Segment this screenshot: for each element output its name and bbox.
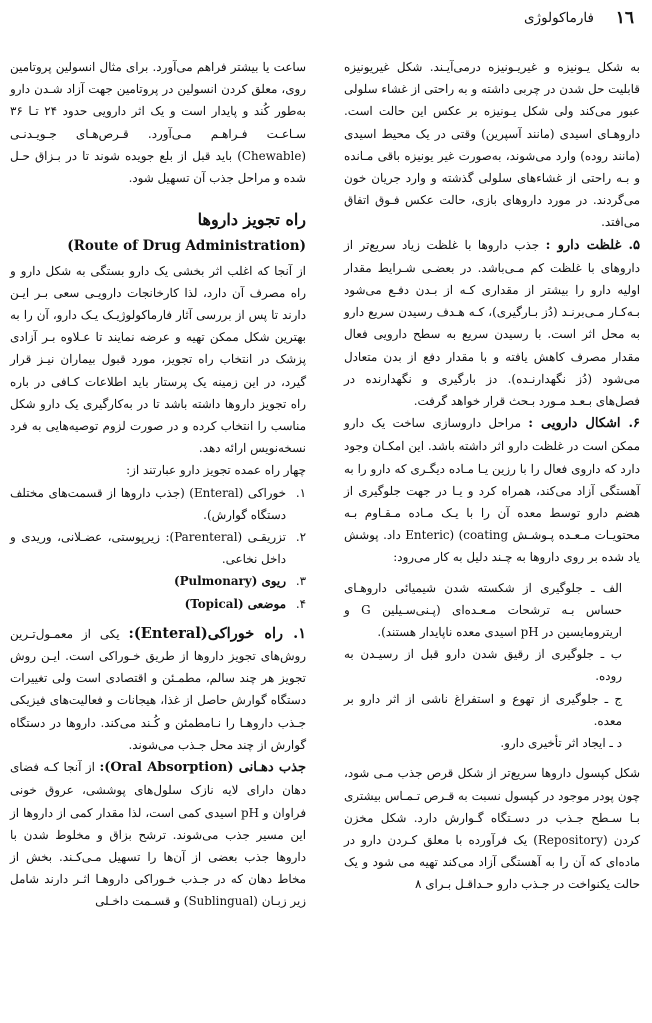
paragraph-ionization: به شکل یـونیزه و غیریـونیزه درمی‌آیـند. شکل غیریونیزه قابلیت حل شدن در چربی داشته و به راحتی از غشاء سلولی عبور می‌کند ولی شکل یـونیزه بر عکس این حالت است. داروهـای اسیدی (مانند آسپرین) وقتی در یک محیط اسیدی (مانند روده) وارد می‌شوند، به‌صورت غیر یونیزه باقی مـانده و بـه راحتی از غشاءهای سلولی گذشته و وارد جریان خون می‌گردند. در مورد داروهای بازی، حالت عکس فـوق اتفاق می‌افتد.	[344, 60, 640, 230]
paragraph-capsule: شکل کپسول داروها سریع‌تر از شکل قرص جذب مـی شود، چون پودر موجود در کپسول نسبت به قـرص تـمـاس بیشتری بـا سـطح جـذب در دسـتگاه گـوارش دارد. شکل مخزن کردن (Repository) یک فرآورده با معلق کـردن دارو در ماده‌ای که آن را به آهستگی آزاد می‌کند تهیه می شود و یک حالت یکنواخت در جـذب دارو حـداقـل بـرای ۸	[344, 766, 640, 892]
item-6-heading: ۶. اشکال دارویی :	[528, 416, 640, 432]
oral-absorption-text: از آنجا کـه فضای دهان دارای لایه نازک سلول‌های پوششی، عروق خونی فراوان و pH اسیدی کمی است، لذا مقدار کمی از داروها از این مسیر جذب می‌شوند. ترشح بزاق و مخلوط شدن با داروها جذب بعضی از آن‌ها را تسهیل مـی‌کـند. بخش‌ از مخاط دهان که در جـذب خـوراکی داروهـا اثـر دارند شامل زیر زبـان (Sublingual) و قسـمت داخـلی	[10, 760, 306, 909]
right-column	[344, 56, 640, 896]
spacer	[344, 569, 640, 577]
reason-item: الف ـ جلوگیری از شکسته شدن شیمیائی داروهـای حساس بـه ترشحات مـعـده‌ای (پـنی‌سـیلین G و اریترومایسین در pH اسیدی معده ناپایدار هستند).	[344, 580, 622, 640]
paragraph-oral-absorption	[10, 756, 306, 912]
paragraph-enteral	[10, 623, 306, 756]
section-heading: راه تجویز داروها	[197, 210, 306, 230]
item-drug-concentration	[344, 234, 640, 413]
page-header	[0, 8, 652, 30]
route-number: ۴.	[295, 596, 306, 611]
route-text: موضعی (Topical)	[184, 596, 286, 611]
reason-item: ج ـ جلوگیری از تهوع و استفراغ ناشی از اثر دارو بر معده.	[344, 691, 622, 728]
reason-item: ب ـ جلوگیری از رقیق شدن دارو قبل از رسیـدن به روده.	[344, 647, 622, 684]
spacer	[344, 754, 640, 762]
item-dosage-forms	[344, 412, 640, 568]
route-item	[10, 593, 306, 615]
paragraph-continued: ساعت یا بیشتر فراهم می‌آورد. برای مثال انسولین پروتامین روی، معلق کردن انسولین در پروتامین جهت آزاد شـدن دارو به‌طور کُند و پایدار است و یک اثر دارویی حدود ۲۴ تـا ۳۶ سـاعـت فـراهـم مـی‌آورد. قـرص‌هـای جـویـدنـی (Chewable) باید قبل از بلع جویده شوند تا در بـزاق حـل شده و مراحل جذب آن تسهیل شود.	[10, 60, 306, 186]
route-text: ریوی (Pulmonary)	[173, 574, 286, 589]
route-number: ٣.	[295, 574, 306, 589]
routes-list-intro: چهار راه عمده تجویز دارو عبارتند از:	[126, 463, 306, 478]
left-column	[10, 56, 306, 913]
oral-absorption-heading: جذب دهـانی (Oral Absorption):	[99, 760, 307, 776]
item-6-text: مراحل داروسازی ساخت یک دارو ممکن است در غلظت دارو اثر داشته باشد. این امکـان وجود دارد که داروی فعال را با رزین یـا مـاده دیگـری که دارو را به آهستگی آزاد می‌کند، همراه کرد و یـا در جهت جلوگیری از هضم دارو توسط معده آن را با یـک مـاده مـقـاوم بـه محتویـات مـعـده پـوشـش Enteric) (coating داد. پوشش یاد شده بر روی داروها به چـند دلیل به کار می‌رود:	[344, 416, 640, 565]
route-number: ١.	[295, 485, 306, 500]
route-item	[10, 526, 306, 570]
item-5-heading: ۵. غلظت دارو :	[545, 237, 641, 253]
route-item	[10, 482, 306, 526]
enteral-text: یکی از معمـول‌تـرین روش‌های تجویز داروها از طریق خـوراکی است. ایـن روش تجویز هر چند سالم، مطمـئن و اقتصادی است ولی تغییرات دستگاه گوارش حاصل از غذا، هیجانات و فعالیت‌های فیزیکی جـذب داروهـا را نـامطمئن و کُـند می‌کند. داروها در دستگاه گوارش از چند محل جـذب می‌شوند.	[10, 626, 306, 752]
running-title: فارماکولوژی	[523, 10, 594, 26]
route-number: ٢.	[295, 530, 306, 545]
route-text: خوراکی (Enteral) (جذب داروها از قسمت‌های مختلف دستگاه گوارش).	[10, 485, 287, 522]
route-item	[10, 570, 306, 592]
section-heading-english: (Route of Drug Administration)	[67, 238, 306, 255]
item-5-text: جذب داروها با غلظت زیاد سریع‌تر از داروهای با غلظت کم مـی‌باشد. در بعضـی شـرایط مقدار اولیه دارو را بیشتر از مقداری کـه از بـدن دفـع می‌شود بـه‌کـار مـی‌برنـد (دُز بـارگیری)، کـه هـدف رسیدن سریع دارو به محل اثر است. با رسیدن سریع به سطح دارویی فعال مقدار مصرف کاهش یافته و با مقدار دفع از بدن متعادل می‌شود (دُز نگهدارنـده). دز بارگیری و نگهدارنده در فصل‌های بـعـد مـورد بـحث قرار خواهد گرفت.	[344, 237, 640, 409]
enteral-heading: ١. راه خوراکی(Enteral):	[128, 624, 306, 642]
page-number: ١٦	[615, 8, 634, 28]
reason-item: د ـ ایجاد اثر تأخیری دارو.	[500, 736, 622, 751]
paragraph-routes-intro: از آنجا که اغلب اثر بخشی یک دارو بستگی به شکل دارو و راه مصرف آن دارد، لذا کارخانجات دارویـی سعی بـر ایـن دارند تا پس از بررسی آثار فارماکولوژیـک یـک دارو، آن را به بهترین شکل ممکن تهیه و عرضه نمایند تا عـلاوه بـر آزادی پزشک در انتخاب راه تجویز، مورد قبول بیماران نیـز قرار گیرد، در این زمینه یک پرستار باید اطلاعات کـافی در باره راه تجویز داروها داشته باشد تا در به‌کارگیری یک دارو شکل مناسب را انتخاب کرده و در صورت لزوم توصیه‌هایی به فرد نسخه‌نویس ارائه دهد.	[10, 263, 306, 456]
route-text: تزریقـی (Parenteral): زیرپوستی، عضـلانی، وریدی و داخل نخاعی.	[10, 530, 286, 567]
